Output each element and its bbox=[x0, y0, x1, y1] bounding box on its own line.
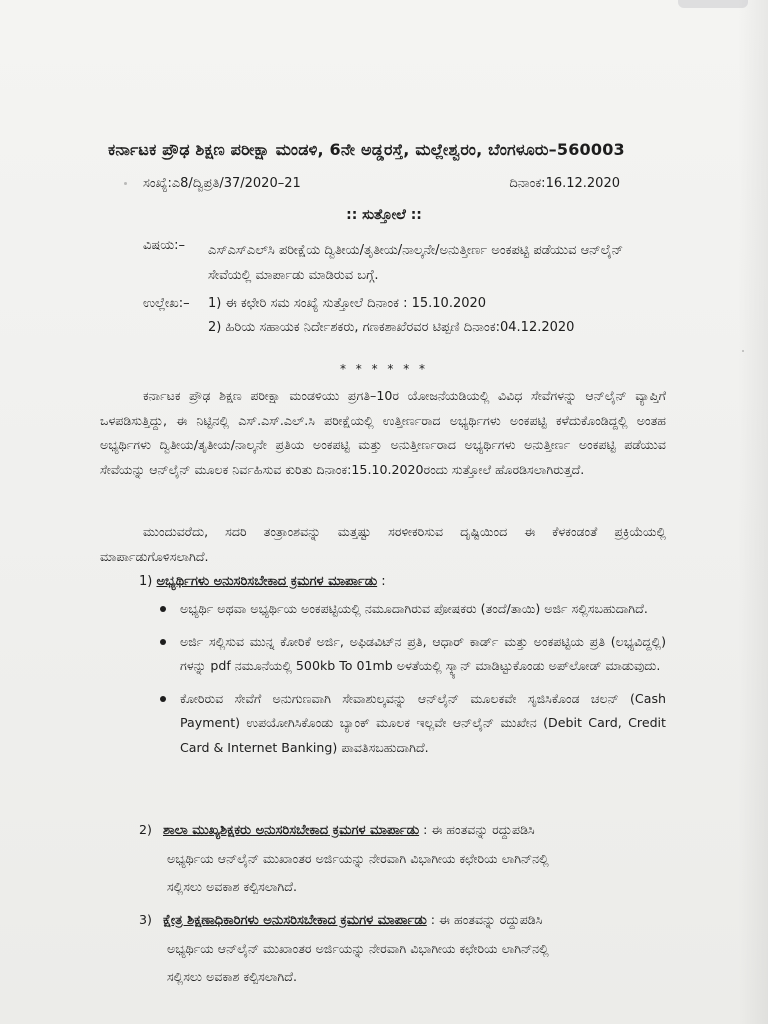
bullet-item bbox=[160, 630, 666, 679]
section-colon: : bbox=[426, 912, 436, 927]
section-colon: : bbox=[381, 574, 386, 589]
section-text: ಈ ಹಂತವನ್ನು ರದ್ದುಪಡಿಸಿ bbox=[431, 822, 535, 837]
section-heading bbox=[139, 906, 666, 935]
section-text: ಅಭ್ಯರ್ಥಿಯ ಆನ್‌ಲೈನ್ ಮುಖಾಂತರ ಅರ್ಜಿಯನ್ನು ನೇರವಾಗಿ ವಿಭಾಗೀಯ ಕಛೇರಿಯ ಲಾಗಿನ್‌ನಲ್ಲಿ bbox=[167, 941, 549, 956]
scan-speck bbox=[742, 350, 744, 352]
subject-text: ಎಸ್‌ಎಸ್‌ಎಲ್‌ಸಿ ಪರೀಕ್ಷೆಯ ದ್ವಿತೀಯ/ತೃತೀಯ/ನಾಲ್ಕನೇ/ಅನುತ್ತೀರ್ಣ ಅಂಕಪಟ್ಟಿ ಪಡೆಯುವ ಆನ್‌ಲೈನ್ ಸೇವೆಯಲ್ಲಿ ಮಾರ್ಪಾಡು ಮಾಡಿರುವ ಬಗ್ಗೆ. bbox=[208, 243, 624, 283]
section-heading bbox=[139, 574, 386, 589]
section-text: ಸಲ್ಲಿಸಲು ಅವಕಾಶ ಕಲ್ಪಿಸಲಾಗಿದೆ. bbox=[167, 969, 297, 984]
section-title: ಅಭ್ಯರ್ಥಿಗಳು ಅನುಸರಿಸಬೇಕಾದ ಕ್ರಮಗಳ ಮಾರ್ಪಾಡು bbox=[156, 574, 378, 589]
separator-stars: * * * * * * bbox=[339, 362, 429, 376]
bullet-icon bbox=[160, 696, 166, 702]
circular-title: :: ಸುತ್ತೋಲೆ :: bbox=[346, 207, 422, 223]
numbered-section bbox=[139, 906, 666, 991]
reference-number: ಸಂಖ್ಯೆ:ಎ8/ದ್ವಿಪ್ರತಿ/37/2020–21 bbox=[143, 176, 301, 191]
bullet-icon bbox=[160, 639, 166, 645]
section-heading bbox=[139, 816, 666, 845]
numbered-section bbox=[139, 816, 666, 901]
body-paragraph: ಮುಂದುವರೆದು, ಸದರಿ ತಂತ್ರಾಂಶವನ್ನು ಮತ್ತಷ್ಟು ಸರಳೀಕರಿಸುವ ದೃಷ್ಟಿಯಿಂದ ಈ ಕೆಳಕಂಡಂತೆ ಪ್ರಕ್ರಿಯೆಯಲ್ಲಿ ಮಾರ್ಪಾಡುಗೊಳಿಸಲಾಗಿದೆ. bbox=[100, 524, 666, 564]
section-title: ಶಾಲಾ ಮುಖ್ಯಶಿಕ್ಷಕರು ಅನುಸರಿಸಬೇಕಾದ ಕ್ರಮಗಳ ಮಾರ್ಪಾಡು bbox=[163, 823, 420, 838]
document-date: ದಿನಾಂಕ:16.12.2020 bbox=[509, 176, 620, 191]
bullet-text: ಕೋರಿರುವ ಸೇವೆಗೆ ಅನುಗುಣವಾಗಿ ಸೇವಾಶುಲ್ಕವನ್ನು ಆನ್‌ಲೈನ್ ಮೂಲಕವೇ ಸೃಜಿಸಿಕೊಂಡ ಚಲನ್ (Cash Payment) ಉಪಯೋಗಿಸಿಕೊಂಡು ಬ್ಯಾಂಕ್ ಮೂಲಕ ಇಲ್ಲವೇ ಆನ್‌ಲೈನ್ ಮುಖೇನ (Debit Card, Credit Card & Internet Banking) ಪಾವತಿಸಬಹುದಾಗಿದೆ. bbox=[180, 690, 666, 755]
reference-item: 2) ಹಿರಿಯ ಸಹಾಯಕ ನಿರ್ದೇಶಕರು, ಗಣಕಶಾಖೆರವರ ಟಿಪ್ಪಣಿ ದಿನಾಂಕ:04.12.2020 bbox=[208, 320, 575, 335]
bullet-item bbox=[160, 687, 666, 761]
scan-mark bbox=[678, 0, 748, 8]
section-number: 2) bbox=[139, 822, 152, 837]
section-colon: : bbox=[419, 822, 428, 837]
bullet-text: ಅರ್ಜಿ ಸಲ್ಲಿಸುವ ಮುನ್ನ ಕೋರಿಕೆ ಅರ್ಜಿ, ಅಫಿಡವಿಟ್‌ನ ಪ್ರತಿ, ಆಧಾರ್ ಕಾರ್ಡ್ ಮತ್ತು ಅಂಕಪಟ್ಟಿಯ ಪ್ರತಿ (ಲಭ್ಯವಿದ್ದಲ್ಲಿ) ಗಳನ್ನು pdf ನಮೂನೆಯಲ್ಲಿ 500kb To 01mb ಅಳತೆಯಲ್ಲಿ ಸ್ಕ್ಯಾನ್ ಮಾಡಿಟ್ಟುಕೊಂಡು ಅಪ್‌ಲೋಡ್ ಮಾಡುವುದು. bbox=[180, 633, 666, 673]
subject-label: ವಿಷಯ:– bbox=[143, 238, 186, 253]
section-number: 3) bbox=[139, 912, 152, 927]
section-title: ಕ್ಷೇತ್ರ ಶಿಕ್ಷಣಾಧಿಕಾರಿಗಳು ಅನುಸರಿಸಬೇಕಾದ ಕ್ರಮಗಳ ಮಾರ್ಪಾಡು bbox=[163, 913, 427, 928]
section-text: ಅಭ್ಯರ್ಥಿಯ ಆನ್‌ಲೈನ್ ಮುಖಾಂತರ ಅರ್ಜಿಯನ್ನು ನೇರವಾಗಿ ವಿಭಾಗೀಯ ಕಛೇರಿಯ ಲಾಗಿನ್‌ನಲ್ಲಿ bbox=[167, 851, 549, 866]
section-bullet-list bbox=[160, 597, 666, 768]
document-header: ಕರ್ನಾಟಕ ಪ್ರೌಢ ಶಿಕ್ಷಣ ಪರೀಕ್ಷಾ ಮಂಡಳಿ, 6ನೇ ಅಡ್ಡರಸ್ತೆ, ಮಲ್ಲೇಶ್ವರಂ, ಬೆಂಗಳೂರು–560003 bbox=[108, 140, 625, 159]
bullet-text: ಅಭ್ಯರ್ಥಿ ಅಥವಾ ಅಭ್ಯರ್ಥಿಯ ಅಂಕಪಟ್ಟಿಯಲ್ಲಿ ನಮೂದಾಗಿರುವ ಪೋಷಕರು (ತಂದೆ/ತಾಯಿ) ಅರ್ಜಿ ಸಲ್ಲಿಸಬಹುದಾಗಿದೆ. bbox=[180, 601, 648, 616]
body-paragraph: ಕರ್ನಾಟಕ ಪ್ರೌಢ ಶಿಕ್ಷಣ ಪರೀಕ್ಷಾ ಮಂಡಳಿಯು ಪ್ರಗತಿ–10ರ ಯೋಜನೆಯಡಿಯಲ್ಲಿ ವಿವಿಧ ಸೇವೆಗಳನ್ನು ಆನ್‌ಲೈನ್ ವ್ಯಾಪ್ತಿಗೆ ಒಳಪಡಿಸುತ್ತಿದ್ದು, ಈ ನಿಟ್ಟಿನಲ್ಲಿ ಎಸ್.ಎಸ್.ಎಲ್.ಸಿ ಪರೀಕ್ಷೆಯಲ್ಲಿ ಉತ್ತೀರ್ಣರಾದ ಅಭ್ಯರ್ಥಿಗಳು ಅಂಕಪಟ್ಟಿ ಕಳೆದುಕೊಂಡಿದ್ದಲ್ಲಿ ಅಂತಹ ಅಭ್ಯರ್ಥಿಗಳು ದ್ವಿತೀಯ/ತೃತೀಯ/ನಾಲ್ಕನೇ ಪ್ರತಿಯ ಅಂಕಪಟ್ಟಿ ಮತ್ತು ಅನುತ್ತೀರ್ಣರಾದ ಅಭ್ಯರ್ಥಿಗಳು ಅನುತ್ತೀರ್ಣ ಅಂಕಪಟ್ಟಿ ಪಡೆಯುವ ಸೇವೆಯನ್ನು ಆನ್‌ಲೈನ್ ಮೂಲಕ ನಿರ್ವಹಿಸುವ ಕುರಿತು ದಿನಾಂಕ:15.10.2020ರಂದು ಸುತ್ತೋಲೆ ಹೊರಡಿಸಲಾಗಿರುತ್ತದೆ. bbox=[100, 388, 666, 477]
scan-speck bbox=[124, 182, 127, 185]
section-text: ಈ ಹಂತವನ್ನು ರದ್ದುಪಡಿಸಿ bbox=[439, 912, 543, 927]
section-number: 1) bbox=[139, 574, 153, 589]
bullet-item bbox=[160, 597, 666, 622]
page-edge-shadow bbox=[738, 0, 768, 1024]
section-text: ಸಲ್ಲಿಸಲು ಅವಕಾಶ ಕಲ್ಪಿಸಲಾಗಿದೆ. bbox=[167, 879, 297, 894]
reference-label: ಉಲ್ಲೇಖ:– bbox=[143, 296, 190, 311]
bullet-icon bbox=[160, 606, 166, 612]
reference-item: 1) ಈ ಕಛೇರಿ ಸಮ ಸಂಖ್ಯೆ ಸುತ್ತೋಲೆ ದಿನಾಂಕ : 15.10.2020 bbox=[208, 296, 487, 311]
